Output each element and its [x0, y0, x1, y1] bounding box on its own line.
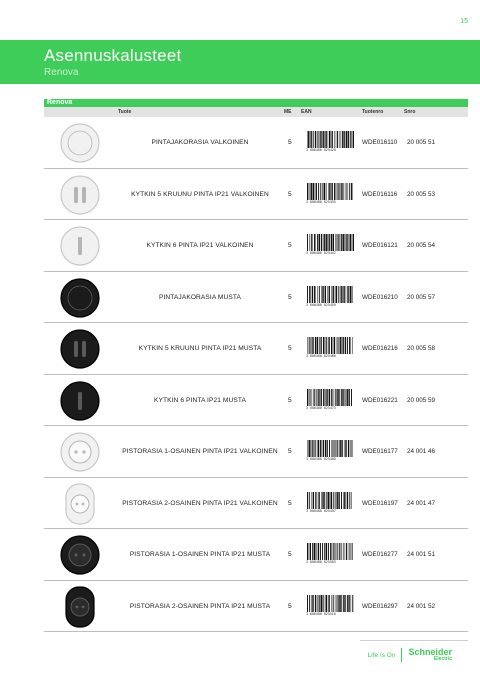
supplier-number: 20 005 51 [407, 139, 436, 146]
double-switch-icon [58, 328, 102, 370]
ean-barcode [306, 286, 354, 308]
page-title: Asennuskalusteet [44, 46, 182, 65]
unit-count: 5 [288, 190, 292, 198]
product-name: PINTAJAKORASIA MUSTA [159, 293, 241, 301]
single-switch-icon [58, 380, 102, 422]
product-name: KYTKIN 5 KRUUNU PINTA IP21 VALKOINEN [131, 190, 269, 198]
table-row [44, 581, 468, 633]
junction-box-icon [58, 277, 102, 319]
double-switch-icon [58, 174, 102, 216]
page-number: 15 [460, 18, 468, 25]
product-table [44, 117, 468, 632]
product-name: KYTKIN 5 KRUUNU PINTA IP21 MUSTA [138, 345, 262, 352]
col-product: Tuote [118, 109, 132, 115]
col-ean: EAN [301, 109, 312, 115]
table-row [44, 169, 468, 221]
ean-barcode [306, 183, 354, 205]
product-code: WDE016210 [362, 293, 398, 301]
unit-count: 5 [288, 345, 292, 352]
ean-barcode [306, 595, 354, 617]
supplier-number: 24 001 52 [407, 602, 436, 610]
footer [368, 648, 452, 662]
product-name: PISTORASIA 2-OSAINEN PINTA IP21 VALKOINEN [122, 499, 278, 507]
schneider-logo [408, 648, 452, 662]
unit-count: 5 [288, 448, 292, 455]
ean-digits: 3 606480 025510 [306, 611, 336, 616]
table-row [44, 272, 468, 324]
unit-count: 5 [288, 499, 292, 507]
ean-digits: 3 606480 025435 [306, 199, 336, 204]
socket-double-icon [58, 483, 102, 525]
ean-digits: 3 606480 025497 [306, 508, 336, 513]
ean-digits: 3 606480 025428 [306, 148, 336, 152]
title-banner [0, 40, 480, 84]
table-row [44, 375, 468, 427]
socket-single-icon [58, 534, 102, 576]
product-name: PISTORASIA 1-OSAINEN PINTA IP21 VALKOINEN [122, 448, 278, 455]
ean-digits: 3 606480 025503 [306, 560, 336, 564]
supplier-number: 20 005 54 [407, 242, 436, 249]
product-code: WDE016216 [362, 345, 398, 352]
unit-count: 5 [288, 293, 292, 301]
table-row [44, 323, 468, 375]
ean-barcode [306, 234, 354, 256]
supplier-number: 20 005 57 [407, 293, 436, 301]
product-code: WDE016277 [362, 551, 398, 558]
logo-divider [401, 648, 402, 662]
table-row [44, 117, 468, 169]
ean-barcode [306, 543, 354, 565]
table-header [44, 107, 468, 117]
ean-digits: 3 606480 025480 [306, 457, 336, 461]
supplier-number: 24 001 47 [407, 499, 436, 507]
col-snro: Snro [404, 109, 416, 115]
product-code: WDE016177 [362, 448, 398, 455]
col-me: ME [284, 109, 292, 115]
table-row [44, 220, 468, 272]
supplier-number: 20 005 58 [407, 345, 436, 352]
ean-barcode [306, 337, 354, 359]
supplier-number: 24 001 46 [407, 448, 436, 455]
product-code: WDE016221 [362, 396, 398, 404]
junction-box-icon [58, 122, 102, 164]
ean-barcode [306, 492, 354, 514]
unit-count: 5 [288, 551, 292, 558]
ean-barcode [306, 389, 354, 411]
supplier-number: 20 005 53 [407, 190, 436, 198]
logo-brand: Schneider [408, 647, 452, 657]
page-subtitle: Renova [44, 67, 79, 78]
socket-single-icon [58, 431, 102, 473]
supplier-number: 24 001 51 [407, 551, 436, 558]
footer-tagline: Life Is On [367, 651, 396, 659]
ean-digits: 3 606480 025473 [306, 405, 336, 410]
section-label: Renova [47, 99, 73, 106]
product-name: KYTKIN 6 PINTA IP21 VALKOINEN [146, 242, 254, 249]
product-code: WDE016116 [362, 190, 398, 198]
product-name: KYTKIN 6 PINTA IP21 MUSTA [153, 396, 247, 404]
socket-double-icon [58, 586, 102, 628]
ean-barcode [306, 131, 354, 153]
table-row [44, 478, 468, 530]
product-name: PINTAJAKORASIA VALKOINEN [151, 139, 249, 146]
unit-count: 5 [288, 396, 292, 404]
ean-barcode [306, 440, 354, 462]
single-switch-icon [58, 225, 102, 267]
col-code: Tuotenro [362, 109, 384, 115]
unit-count: 5 [288, 139, 292, 146]
ean-digits: 3 606480 025466 [306, 354, 336, 358]
product-code: WDE016197 [362, 499, 398, 507]
logo-brand-sub: Electric [433, 656, 452, 662]
ean-digits: 3 606480 025459 [306, 302, 336, 307]
ean-digits: 3 606480 025442 [306, 251, 336, 255]
product-name: PISTORASIA 2-OSAINEN PINTA IP21 MUSTA [129, 602, 271, 610]
section-bar [44, 99, 468, 107]
table-row [44, 529, 468, 581]
product-code: WDE016110 [362, 139, 398, 146]
footer-divider [360, 640, 468, 641]
product-code: WDE016297 [362, 602, 398, 610]
supplier-number: 20 005 59 [407, 396, 436, 404]
unit-count: 5 [288, 242, 292, 249]
unit-count: 5 [288, 602, 292, 610]
table-row [44, 426, 468, 478]
product-name: PISTORASIA 1-OSAINEN PINTA IP21 MUSTA [129, 551, 271, 558]
product-code: WDE016121 [362, 242, 398, 249]
